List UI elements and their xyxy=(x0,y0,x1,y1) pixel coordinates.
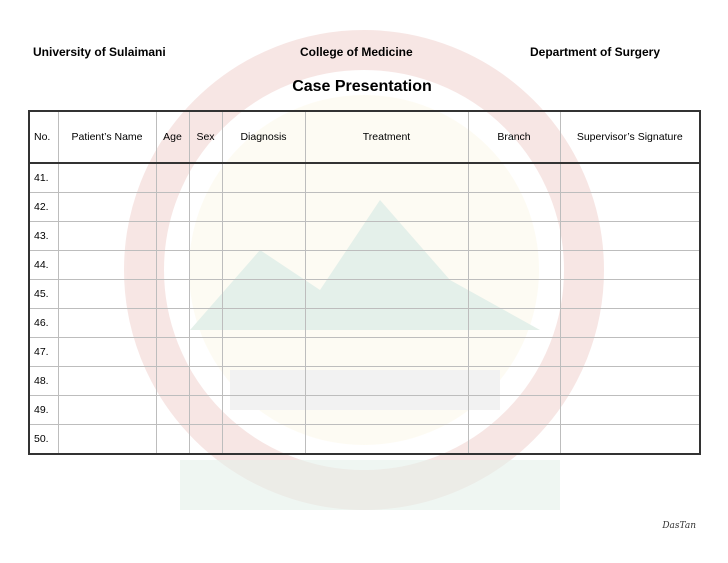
department-name: Department of Surgery xyxy=(530,45,661,59)
branch-cell[interactable] xyxy=(468,163,560,193)
supervisor-signature-cell[interactable] xyxy=(560,222,700,251)
diagnosis-cell[interactable] xyxy=(222,280,305,309)
diagnosis-cell[interactable] xyxy=(222,309,305,338)
age-cell[interactable] xyxy=(156,367,189,396)
branch-cell[interactable] xyxy=(468,193,560,222)
age-cell[interactable] xyxy=(156,309,189,338)
branch-cell[interactable] xyxy=(468,222,560,251)
col-header-patient-name: Patient’s Name xyxy=(58,111,156,163)
table-row xyxy=(29,222,700,251)
age-cell[interactable] xyxy=(156,338,189,367)
college-name: College of Medicine xyxy=(300,45,413,59)
patient-name-cell[interactable] xyxy=(58,222,156,251)
supervisor-signature-cell[interactable] xyxy=(560,193,700,222)
author-signature: DasTan xyxy=(662,521,696,531)
patient-name-cell[interactable] xyxy=(58,367,156,396)
patient-name-cell[interactable] xyxy=(58,309,156,338)
treatment-cell[interactable] xyxy=(305,193,468,222)
col-header-treatment: Treatment xyxy=(305,111,468,163)
row-number: 43. xyxy=(29,222,58,251)
table-row xyxy=(29,251,700,280)
diagnosis-cell[interactable] xyxy=(222,338,305,367)
row-number: 47. xyxy=(29,338,58,367)
patient-name-cell[interactable] xyxy=(58,338,156,367)
row-number: 46. xyxy=(29,309,58,338)
col-header-sex: Sex xyxy=(189,111,222,163)
age-cell[interactable] xyxy=(156,280,189,309)
col-header-diagnosis: Diagnosis xyxy=(222,111,305,163)
treatment-cell[interactable] xyxy=(305,251,468,280)
col-header-supervisor-signature: Supervisor’s Signature xyxy=(560,111,700,163)
patient-name-cell[interactable] xyxy=(58,163,156,193)
branch-cell[interactable] xyxy=(468,309,560,338)
branch-cell[interactable] xyxy=(468,396,560,425)
university-name: University of Sulaimani xyxy=(33,45,166,59)
age-cell[interactable] xyxy=(156,396,189,425)
diagnosis-cell[interactable] xyxy=(222,163,305,193)
treatment-cell[interactable] xyxy=(305,163,468,193)
sex-cell[interactable] xyxy=(189,193,222,222)
row-number: 49. xyxy=(29,396,58,425)
supervisor-signature-cell[interactable] xyxy=(560,425,700,455)
diagnosis-cell[interactable] xyxy=(222,425,305,455)
sex-cell[interactable] xyxy=(189,338,222,367)
branch-cell[interactable] xyxy=(468,425,560,455)
branch-cell[interactable] xyxy=(468,280,560,309)
diagnosis-cell[interactable] xyxy=(222,396,305,425)
age-cell[interactable] xyxy=(156,425,189,455)
row-number: 50. xyxy=(29,425,58,455)
age-cell[interactable] xyxy=(156,222,189,251)
sex-cell[interactable] xyxy=(189,367,222,396)
row-number: 42. xyxy=(29,193,58,222)
row-number: 48. xyxy=(29,367,58,396)
patient-name-cell[interactable] xyxy=(58,396,156,425)
sex-cell[interactable] xyxy=(189,251,222,280)
patient-name-cell[interactable] xyxy=(58,251,156,280)
sex-cell[interactable] xyxy=(189,222,222,251)
table-row xyxy=(29,163,700,193)
treatment-cell[interactable] xyxy=(305,367,468,396)
treatment-cell[interactable] xyxy=(305,222,468,251)
table-row xyxy=(29,338,700,367)
row-number: 41. xyxy=(29,163,58,193)
table-row xyxy=(29,280,700,309)
table-row xyxy=(29,425,700,455)
sex-cell[interactable] xyxy=(189,280,222,309)
age-cell[interactable] xyxy=(156,251,189,280)
diagnosis-cell[interactable] xyxy=(222,193,305,222)
col-header-branch: Branch xyxy=(468,111,560,163)
age-cell[interactable] xyxy=(156,193,189,222)
supervisor-signature-cell[interactable] xyxy=(560,251,700,280)
treatment-cell[interactable] xyxy=(305,396,468,425)
col-header-age: Age xyxy=(156,111,189,163)
col-header-no: No. xyxy=(29,111,58,163)
patient-name-cell[interactable] xyxy=(58,280,156,309)
table-header-row xyxy=(29,111,700,163)
treatment-cell[interactable] xyxy=(305,338,468,367)
table-row xyxy=(29,309,700,338)
branch-cell[interactable] xyxy=(468,338,560,367)
supervisor-signature-cell[interactable] xyxy=(560,367,700,396)
treatment-cell[interactable] xyxy=(305,309,468,338)
table-row xyxy=(29,367,700,396)
sex-cell[interactable] xyxy=(189,396,222,425)
sex-cell[interactable] xyxy=(189,163,222,193)
sex-cell[interactable] xyxy=(189,425,222,455)
row-number: 45. xyxy=(29,280,58,309)
diagnosis-cell[interactable] xyxy=(222,367,305,396)
age-cell[interactable] xyxy=(156,163,189,193)
treatment-cell[interactable] xyxy=(305,425,468,455)
table-row xyxy=(29,193,700,222)
page-title: Case Presentation xyxy=(292,78,432,95)
branch-cell[interactable] xyxy=(468,367,560,396)
patient-name-cell[interactable] xyxy=(58,425,156,455)
supervisor-signature-cell[interactable] xyxy=(560,163,700,193)
table-row xyxy=(29,396,700,425)
diagnosis-cell[interactable] xyxy=(222,251,305,280)
row-number: 44. xyxy=(29,251,58,280)
supervisor-signature-cell[interactable] xyxy=(560,396,700,425)
patient-name-cell[interactable] xyxy=(58,193,156,222)
supervisor-signature-cell[interactable] xyxy=(560,280,700,309)
treatment-cell[interactable] xyxy=(305,280,468,309)
supervisor-signature-cell[interactable] xyxy=(560,338,700,367)
case-presentation-table xyxy=(28,110,701,455)
sex-cell[interactable] xyxy=(189,309,222,338)
diagnosis-cell[interactable] xyxy=(222,222,305,251)
supervisor-signature-cell[interactable] xyxy=(560,309,700,338)
branch-cell[interactable] xyxy=(468,251,560,280)
